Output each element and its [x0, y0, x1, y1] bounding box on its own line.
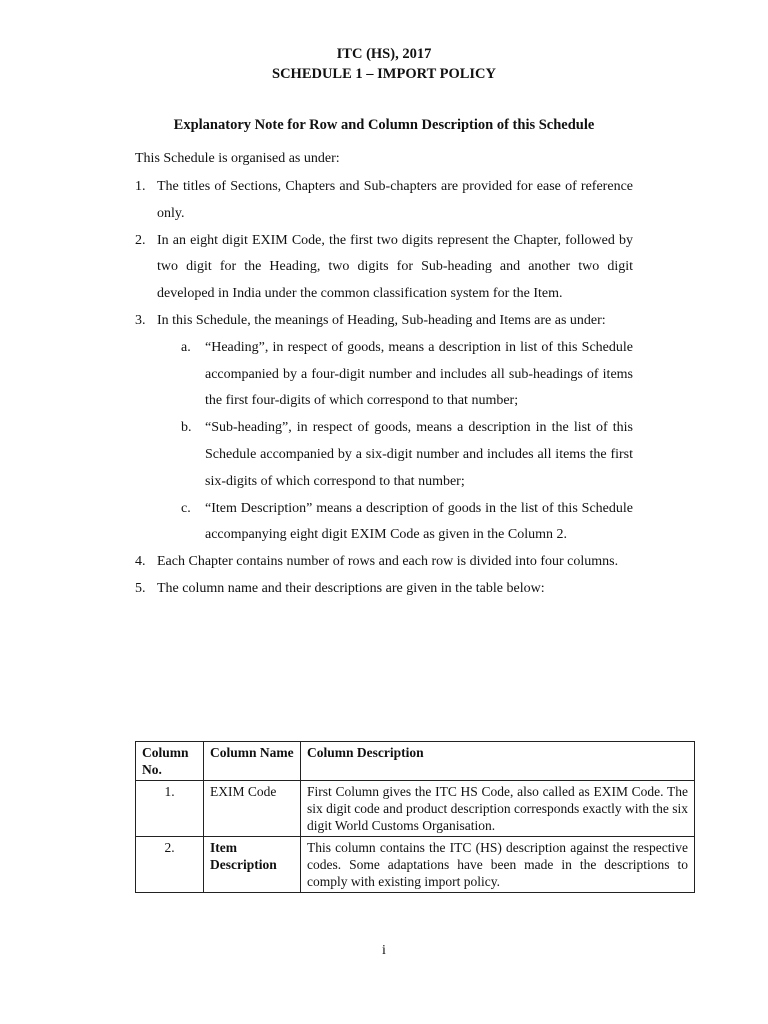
list-item-text: Each Chapter contains number of rows and each row is divided into four columns. — [157, 554, 619, 570]
list-item-number: 1. — [135, 179, 146, 194]
list-item — [135, 549, 633, 576]
list-item-text: In this Schedule, the meanings of Heading, Sub-heading and Items are as under: — [157, 312, 606, 328]
column-description-table — [135, 741, 695, 893]
cell-column-description: First Column gives the ITC HS Code, also called as EXIM Code. The six digit code and product description corresponds exactly with the six digit World Customs Organisation. — [301, 781, 695, 837]
intro-text: This Schedule is organised as under: — [135, 151, 340, 166]
sub-list-text: “Item Description” means a description of goods in the list of this Schedule accompanying eight digit EXIM Code as given in the Column 2. — [205, 500, 633, 543]
list-item-number: 4. — [135, 554, 146, 570]
sub-list-item — [181, 415, 633, 495]
list-item — [135, 308, 633, 335]
cell-column-name: Item Description — [204, 837, 301, 893]
sub-list-letter: a. — [181, 339, 191, 355]
sub-list-text: “Heading”, in respect of goods, means a description in list of this Schedule accompanied by a four-digit number and includes all sub-headings of items the first four-digits of which correspond to that number; — [205, 339, 633, 409]
list-item-number: 5. — [135, 580, 146, 596]
numbered-list — [135, 174, 633, 603]
page-number: i — [382, 943, 386, 958]
list-item-text: The column name and their descriptions are given in the table below: — [157, 580, 545, 596]
sub-list-text: “Sub-heading”, in respect of goods, means a description in the list of this Schedule accompanied by a six-digit number and includes all items the first six-digits of which correspond to that number; — [205, 420, 633, 489]
sub-list-item — [181, 335, 633, 415]
schedule-title: SCHEDULE 1 – IMPORT POLICY — [272, 66, 496, 82]
sub-list-letter: c. — [181, 500, 191, 516]
list-item — [135, 228, 633, 308]
table-header-row — [136, 742, 695, 781]
cell-column-no: 2. — [136, 837, 204, 893]
list-item-text: The titles of Sections, Chapters and Sub-chapters are provided for ease of reference only. — [157, 179, 633, 221]
header-column-description: Column Description — [301, 742, 695, 781]
header-column-name: Column Name — [204, 742, 301, 781]
table-row — [136, 837, 695, 893]
list-item-number: 2. — [135, 232, 146, 248]
document-title: ITC (HS), 2017 — [336, 46, 432, 62]
list-item-text: In an eight digit EXIM Code, the first two digits represent the Chapter, followed by two digit for the Heading, two digits for Sub-heading and another two digit developed in India under the common classification system for the Item. — [157, 232, 633, 302]
cell-column-name: EXIM Code — [204, 781, 301, 837]
cell-column-description: This column contains the ITC (HS) description against the respective codes. Some adaptations have been made in the descriptions to comply with existing import policy. — [301, 837, 695, 893]
explanatory-note-heading: Explanatory Note for Row and Column Description of this Schedule — [173, 117, 595, 133]
sub-list-item — [181, 496, 633, 550]
table-row — [136, 781, 695, 837]
sub-list-letter: b. — [181, 420, 192, 436]
cell-column-no: 1. — [136, 781, 204, 837]
list-item — [135, 576, 633, 603]
header-column-no: Column No. — [136, 742, 204, 781]
list-item — [135, 174, 633, 228]
list-item-number: 3. — [135, 312, 146, 328]
